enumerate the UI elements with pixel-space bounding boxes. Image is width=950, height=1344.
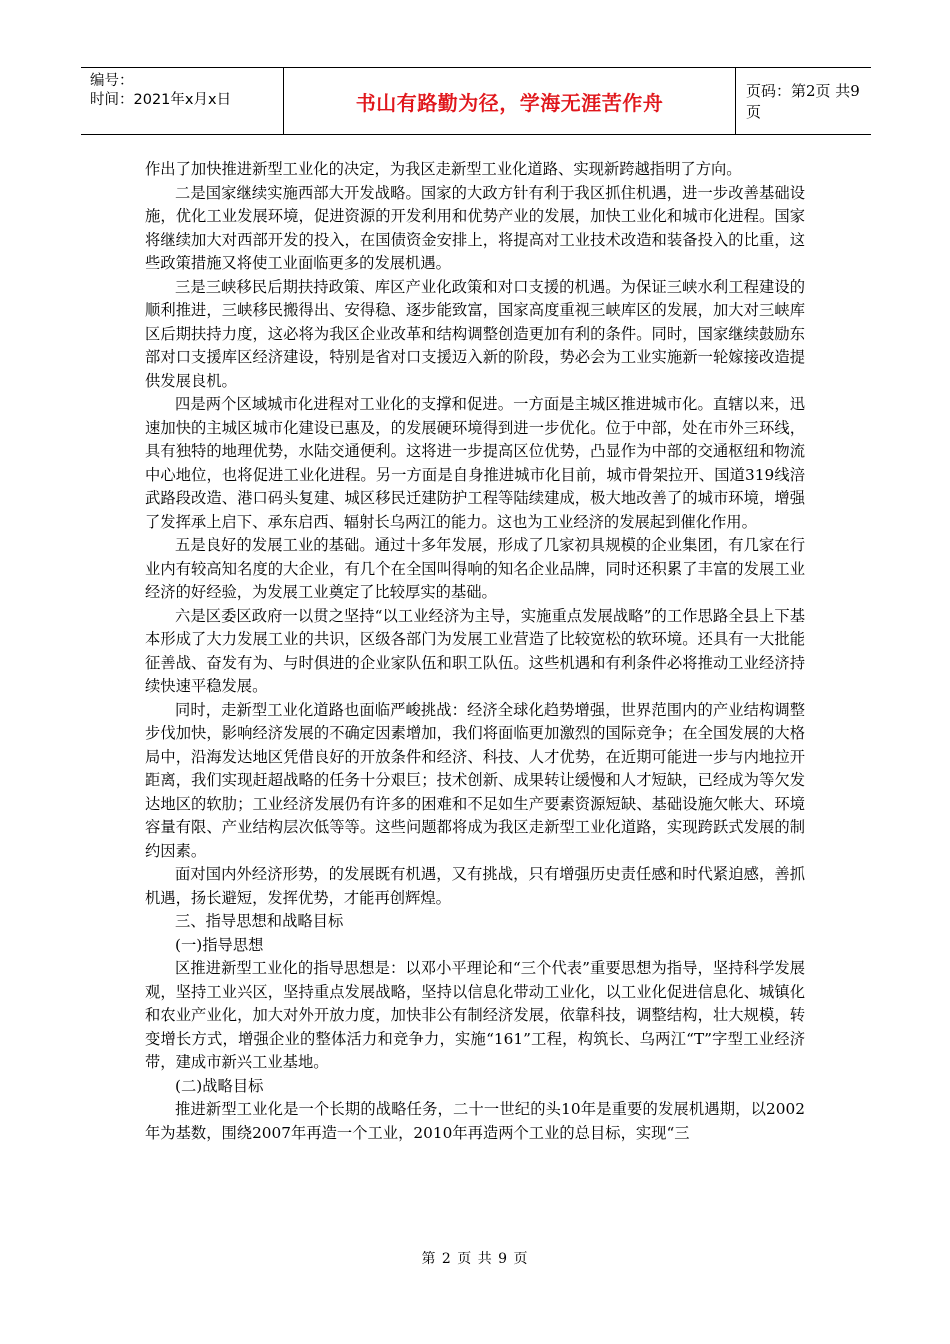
page-footer: [0, 1248, 950, 1268]
header-page-info: 页码：第2页 共9页: [746, 82, 860, 121]
paragraph: 区推进新型工业化的指导思想是：以邓小平理论和“三个代表”重要思想为指导，坚持科学发展观，坚持工业兴区，坚持重点发展战略，坚持以信息化带动工业化，以工业化促进信息化、城镇化和农业产业化，加大对外开放力度，加快非公有制经济发展，依靠科技，调整结构，壮大规模，转变增长方式，增强企业的整体活力和竞争力，实施“161”工程，构筑长、乌两江“T”字型工业经济带，建成市新兴工业基地。: [145, 959, 805, 1071]
paragraph: 同时，走新型工业化道路也面临严峻挑战：经济全球化趋势增强，世界范围内的产业结构调整步伐加快，影响经济发展的不确定因素增加，我们将面临更加激烈的国际竞争；在全国发展的大格局中，沿海发达地区凭借良好的开放条件和经济、科技、人才优势，在近期可能进一步与内地拉开距离，我们实现赶超战略的任务十分艰巨；技术创新、成果转让缓慢和人才短缺，已经成为等欠发达地区的软肋；工业经济发展仍有许多的困难和不足如生产要素资源短缺、基础设施欠帐大、环境容量有限、产业结构层次低等等。这些问题都将成为我区走新型工业化道路，实现跨跃式发展的制约因素。: [145, 700, 805, 860]
paragraph: 推进新型工业化是一个长期的战略任务，二十一世纪的头10年是重要的发展机遇期，以2002年为基数，围绕2007年再造一个工业，2010年再造两个工业的总目标，实现“三: [145, 1100, 805, 1142]
page-header: [81, 67, 871, 135]
header-motto: 书山有路勤为径，学海无涯苦作舟: [284, 68, 736, 134]
paragraph: 二是国家继续实施西部大开发战略。国家的大政方针有利于我区抓住机遇，进一步改善基础设施，优化工业发展环境，促进资源的开发利用和优势产业的发展，加快工业化和城市化进程。国家将继续加大对西部开发的投入，在国债资金安排上，将提高对工业技术改造和装备投入的比重，这些政策措施又将使工业面临更多的发展机遇。: [145, 183, 805, 272]
header-meta: [81, 68, 284, 134]
footer-page-number: 第 2 页: [421, 1251, 473, 1267]
subsection-heading: (一)指导思想: [175, 935, 264, 954]
paragraph: 作出了加快推进新型工业化的决定，为我区走新型工业化道路、实现新跨越指明了方向。: [145, 160, 742, 178]
subsection-heading: (二)战略目标: [175, 1076, 264, 1095]
document-number-label: 编号：: [90, 73, 134, 89]
paragraph: 六是区委区政府一以贯之坚持“以工业经济为主导，实施重点发展战略”的工作思路全县上下基本形成了大力发展工业的共识，区级各部门为发展工业营造了比较宽松的软环境。还具有一大批能征善战、奋发有为、与时俱进的企业家队伍和职工队伍。这些机遇和有利条件必将推动工业经济持续快速平稳发展。: [145, 606, 805, 695]
paragraph: 面对国内外经济形势，的发展既有机遇，又有挑战，只有增强历史责任感和时代紧迫感，善抓机遇，扬长避短，发挥优势，才能再创辉煌。: [145, 865, 805, 907]
paragraph: 三是三峡移民后期扶持政策、库区产业化政策和对口支援的机遇。为保证三峡水利工程建设的顺利推进，三峡移民搬得出、安得稳、逐步能致富，国家高度重视三峡库区的发展，加大对三峡库区后期扶持力度，这必将为我区企业改革和结构调整创造更加有利的条件。同时，国家继续鼓励东部对口支援库区经济建设，特别是省对口支援迈入新的阶段，势必会为工业实施新一轮嫁接改造提供发展良机。: [145, 277, 805, 390]
paragraph: 四是两个区域城市化进程对工业化的支撑和促进。一方面是主城区推进城市化。直辖以来，迅速加快的主城区城市化建设已惠及，的发展硬环境得到进一步优化。位于中部，处在市外三环线，具有独特的地理优势，水陆交通便利。这将进一步提高区位优势，凸显作为中部的交通枢纽和物流中心地位，也将促进工业化进程。另一方面是自身推进城市化目前，城市骨架拉开、国道319线涪武路段改造、港口码头复建、城区移民迁建防护工程等陆续建成，极大地改善了的城市环境，增强了发挥承上启下、承东启西、辐射长乌两江的能力。这也为工业经济的发展起到催化作用。: [145, 395, 805, 531]
document-time-label: 时间：2021年x月x日: [90, 92, 232, 108]
section-heading: 三、指导思想和战略目标: [175, 912, 344, 930]
paragraph: 五是良好的发展工业的基础。通过十多年发展，形成了几家初具规模的企业集团，有几家在行业内有较高知名度的大企业，有几个在全国叫得响的知名企业品牌，同时还积累了丰富的发展工业经济的好经验，为发展工业奠定了比较厚实的基础。: [145, 536, 805, 601]
document-body: [145, 158, 805, 1145]
footer-total-pages: 共 9 页: [477, 1251, 529, 1267]
